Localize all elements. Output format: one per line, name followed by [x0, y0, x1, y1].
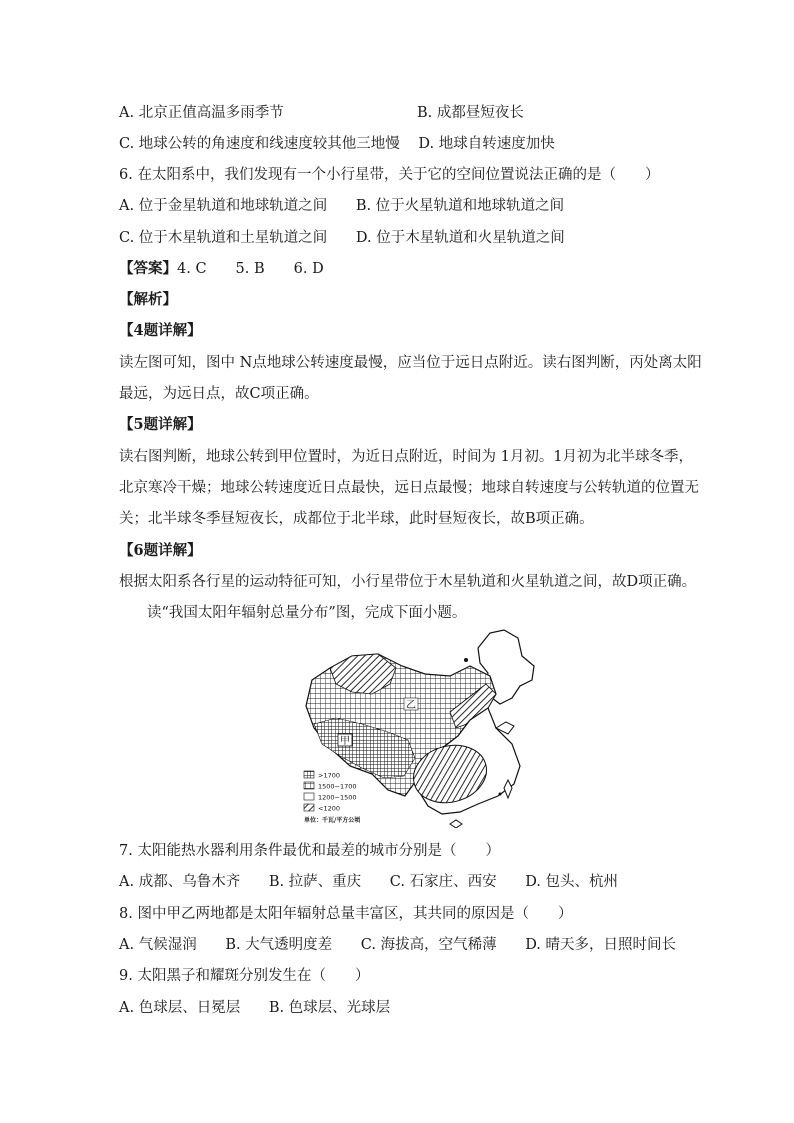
q8-option-d: D. 晴天多，日照时间长 — [525, 937, 677, 953]
analysis-4-line-1: 读左图可知，图中 N点地球公转速度最慢，应当位于远日点附近。读右图判断，丙处离太阳 — [119, 355, 702, 371]
analysis-4-line-2: 最远，为远日点，故C项正确。 — [119, 386, 319, 402]
map-intro: 读“我国太阳年辐射总量分布”图，完成下面小题。 — [147, 605, 467, 621]
answer-row — [119, 259, 324, 279]
analysis-title: 【解析】 — [119, 291, 177, 308]
legend-item-4: <1200 — [318, 804, 340, 813]
q5-option-c: C. 地球公转的角速度和线速度较其他三地慢 — [119, 136, 400, 152]
q6-option-d: D. 位于木星轨道和火星轨道之间 — [355, 230, 565, 246]
q5-option-a: A. 北京正值高温多雨季节 — [119, 105, 284, 121]
q7-option-d: D. 包头、杭州 — [525, 874, 619, 890]
q8-option-a: A. 气候湿润 — [119, 937, 197, 953]
sea-mark-2 — [499, 793, 502, 796]
legend-item-2: 1500~1700 — [318, 782, 357, 791]
hainan-island — [450, 820, 462, 828]
q5-options-row-2 — [119, 134, 555, 154]
q7-option-b: B. 拉萨、重庆 — [268, 874, 362, 890]
q6-option-c: C. 位于木星轨道和土星轨道之间 — [119, 230, 328, 246]
q6-option-a: A. 位于金星轨道和地球轨道之间 — [119, 198, 328, 214]
map-legend — [304, 771, 360, 824]
q5-option-b: B. 成都昼短夜长 — [417, 105, 524, 121]
q5-option-d: D. 地球自转速度加快 — [418, 136, 555, 152]
sea-mark-1 — [464, 658, 468, 662]
label-yi: 乙 — [406, 700, 416, 711]
q8-option-b: B. 大气透明度差 — [225, 937, 333, 953]
q8-stem: 8. 图中甲乙两地都是太阳年辐射总量丰富区，其共同的原因是（ ） — [119, 906, 573, 922]
q7-option-a: A. 成都、乌鲁木齐 — [119, 874, 241, 890]
analysis-heading-5: 【5题详解】 — [119, 416, 202, 433]
q5-options-row-1 — [119, 103, 524, 123]
q9-option-a: A. 色球层、日冕层 — [119, 1000, 241, 1016]
q7-stem: 7. 太阳能热水器利用条件最优和最差的城市分别是（ ） — [119, 843, 500, 859]
q6-options-row-1 — [119, 196, 564, 216]
legend-item-1: >1700 — [318, 771, 340, 780]
q7-options — [119, 872, 618, 892]
q6-stem: 6. 在太阳系中，我们发现有一个小行星带，关于它的空间位置说法正确的是（ ） — [119, 167, 660, 183]
analysis-6-text: 根据太阳系各行星的运动特征可知，小行星带位于木星轨道和火星轨道之间，故D项正确。 — [119, 574, 697, 590]
q8-options — [119, 935, 676, 955]
q6-option-b: B. 位于火星轨道和地球轨道之间 — [355, 198, 565, 214]
q9-stem: 9. 太阳黑子和耀斑分别发生在（ ） — [119, 968, 370, 984]
analysis-heading-4: 【4题详解】 — [119, 322, 202, 339]
q6-options-row-2 — [119, 228, 565, 248]
answer-label: 【答案】 — [119, 260, 177, 277]
analysis-5-line-1: 读右图判断，地球公转到甲位置时，为近日点附近，时间为 1月初。1月初为北半球冬季， — [119, 449, 694, 465]
analysis-5-line-3: 关；北半球冬季昼短夜长，成都位于北半球，此时昼短夜长，故B项正确。 — [119, 511, 594, 527]
q7-option-c: C. 石家庄、西安 — [389, 874, 497, 890]
china-map-svg — [300, 628, 542, 828]
solar-radiation-map — [300, 628, 542, 828]
label-jia: 甲 — [340, 736, 350, 747]
legend-item-3: 1200~1500 — [318, 793, 357, 802]
analysis-5-line-2: 北京寒冷干燥；地球公转速度近日点最快，远日点最慢；地球自转速度与公转轨道的位置无 — [119, 480, 699, 496]
answer-items: 4. C 5. B 6. D — [177, 261, 324, 277]
legend-unit: 单位：千瓦/平方公顷 — [304, 817, 361, 824]
q8-option-c: C. 海拔高，空气稀薄 — [360, 937, 497, 953]
q9-options — [119, 998, 390, 1018]
analysis-heading-6: 【6题详解】 — [119, 542, 202, 559]
q9-option-b: B. 色球层、光球层 — [268, 1000, 391, 1016]
